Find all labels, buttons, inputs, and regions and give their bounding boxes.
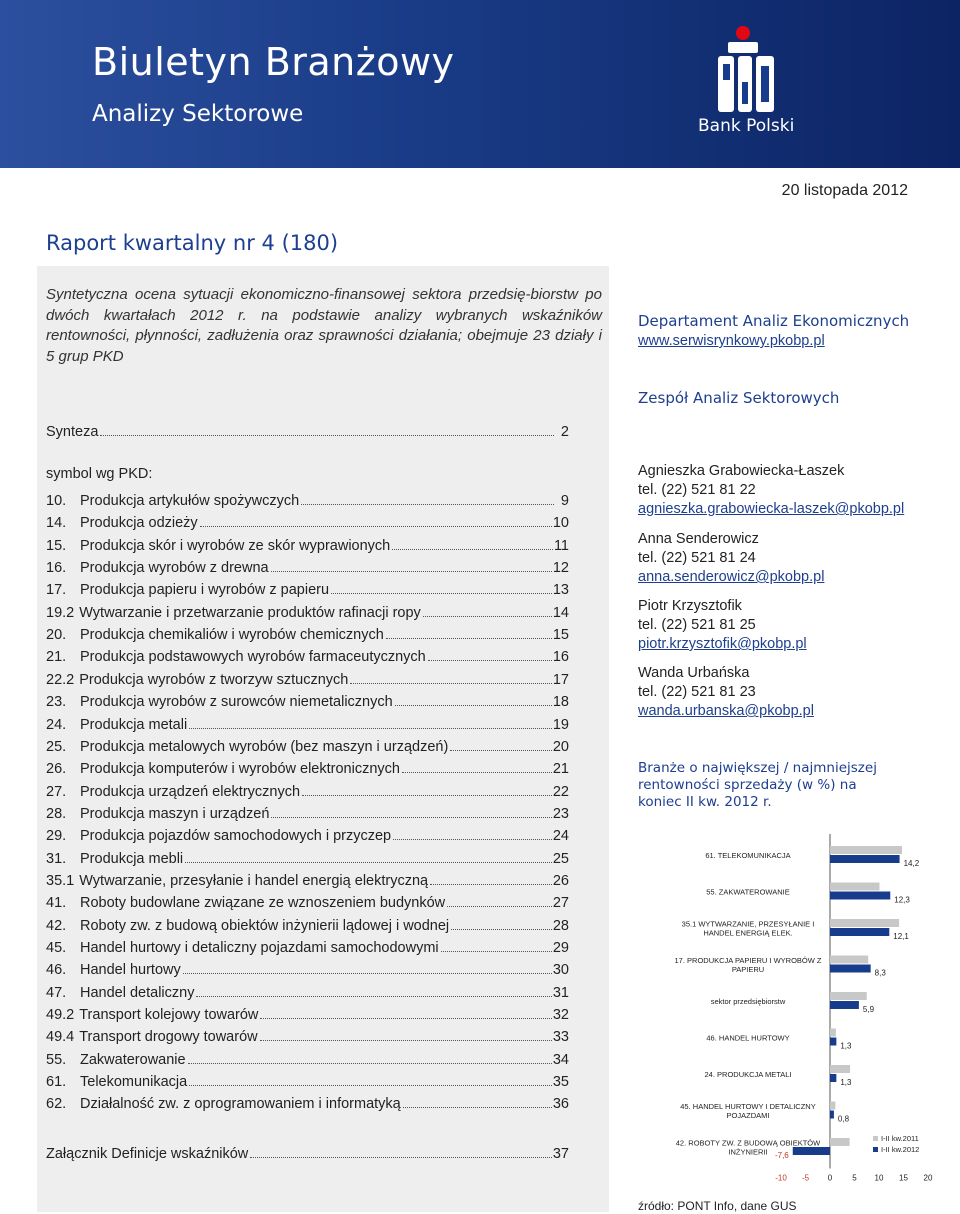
toc-leader — [423, 616, 552, 617]
toc-leader — [271, 817, 551, 818]
toc-number: 10. — [46, 493, 67, 509]
toc-page: 29 — [552, 940, 569, 956]
website-link[interactable]: www.serwisrynkowy.pkobp.pl — [638, 333, 825, 349]
toc-leader — [260, 1040, 552, 1041]
toc-item[interactable] — [46, 1047, 569, 1068]
toc-leader — [393, 839, 552, 840]
bar-2012 — [830, 965, 871, 973]
toc-number: 47. — [46, 984, 67, 1001]
legend-label: I-II kw.2011 — [881, 1134, 919, 1143]
toc-item[interactable] — [46, 1069, 569, 1090]
toc-number: 62. — [46, 1096, 67, 1113]
toc-leader — [450, 750, 552, 751]
toc-number: 24. — [46, 716, 67, 733]
toc-item[interactable] — [46, 823, 569, 844]
toc-label: Handel hurtowy i detaliczny pojazdami samochodowymi — [80, 940, 439, 956]
contact-phone: tel. (22) 521 81 23 — [638, 684, 756, 700]
toc-page: 33 — [552, 1029, 569, 1046]
toc-item[interactable] — [46, 712, 569, 733]
toc-synteza[interactable] — [46, 419, 569, 440]
toc-label: Działalność zw. z oprogramowaniem i informatyką — [80, 1096, 401, 1113]
contact-name: Piotr Krzysztofik — [638, 598, 742, 614]
toc-number: 41. — [46, 895, 67, 912]
toc-leader — [386, 638, 552, 639]
toc-label: Produkcja papieru i wyrobów z papieru — [80, 582, 330, 599]
toc-page: 14 — [552, 604, 569, 621]
contact-phone: tel. (22) 521 81 22 — [638, 482, 756, 498]
toc-number: 29. — [46, 828, 67, 845]
toc-item[interactable] — [46, 890, 569, 911]
intro-text: Syntetyczna ocena sytuacji ekonomiczno-finansowej sektora przedsię-biorstw po dwóch kwartałach 2012 r. na podstawie analizy wybranych wskaźników rentowności, płynności, zadłużenia oraz sprawności działania; obejmuje 23 działy i 5 grup PKD — [46, 286, 602, 365]
toc-label: Produkcja maszyn i urządzeń — [80, 805, 270, 822]
toc-number: 20. — [46, 627, 67, 644]
toc-item[interactable] — [46, 555, 569, 576]
bar-2011 — [830, 1065, 850, 1073]
toc-item[interactable] — [46, 734, 569, 755]
toc-number: 17. — [46, 582, 67, 599]
toc-page: 2 — [560, 424, 569, 440]
toc-number: 26. — [46, 761, 67, 778]
legend-swatch — [873, 1147, 878, 1152]
toc-page: 23 — [552, 805, 569, 822]
toc-page: 11 — [553, 537, 569, 554]
contact-card — [638, 462, 904, 519]
data-label: 0,8 — [837, 1114, 850, 1124]
profitability-chart — [638, 832, 960, 1192]
toc-page: 37 — [552, 1146, 569, 1162]
toc-page: 19 — [552, 716, 569, 733]
toc-label: Produkcja skór i wyrobów ze skór wyprawionych — [80, 537, 391, 554]
toc-label: Synteza — [46, 424, 99, 440]
toc-page: 31 — [552, 984, 569, 1001]
toc-label: Handel detaliczny — [80, 984, 195, 1001]
contact-phone: tel. (22) 521 81 25 — [638, 617, 756, 633]
data-label: -7,6 — [774, 1151, 789, 1160]
toc-leader — [271, 571, 552, 572]
toc-page: 32 — [552, 1007, 569, 1024]
toc-label: Produkcja metali — [80, 716, 188, 733]
data-label: 1,3 — [840, 1078, 852, 1087]
toc-leader — [200, 526, 552, 527]
toc-leader — [395, 705, 552, 706]
toc-page: 9 — [560, 493, 569, 509]
toc-leader — [183, 973, 552, 974]
bar-2012 — [830, 1111, 834, 1119]
toc-leader — [402, 772, 552, 773]
toc-page: 26 — [552, 872, 569, 889]
toc-item[interactable] — [46, 913, 569, 934]
toc-label: Produkcja artykułów spożywczych — [80, 493, 300, 509]
toc-page: 35 — [552, 1074, 569, 1091]
toc-leader — [301, 504, 554, 505]
toc-leader — [250, 1157, 552, 1158]
data-label: 12,3 — [894, 895, 910, 905]
legend-swatch — [873, 1136, 878, 1141]
category-label: 55. ZAKWATEROWANIE — [706, 887, 790, 897]
toc-page: 20 — [552, 738, 569, 755]
x-tick-label: -10 — [775, 1173, 787, 1183]
toc-number: 27. — [46, 783, 67, 800]
contact-card — [638, 530, 824, 587]
toc-label: Transport kolejowy towarów — [79, 1007, 259, 1024]
contact-name: Wanda Urbańska — [638, 665, 750, 681]
toc-page: 17 — [552, 671, 569, 688]
toc-leader — [188, 1063, 552, 1064]
bulletin-subtitle: Analizy Sektorowe — [92, 101, 304, 127]
toc-number: 16. — [46, 560, 67, 577]
toc-leader — [447, 906, 552, 907]
category-label: 61. TELEKOMUNIKACJA — [705, 851, 791, 860]
toc-number: 46. — [46, 962, 67, 979]
toc-leader — [451, 929, 552, 930]
toc-leader — [331, 593, 552, 594]
toc-leader — [403, 1107, 552, 1108]
toc-label: Produkcja wyrobów z drewna — [80, 560, 269, 577]
contact-phone: tel. (22) 521 81 24 — [638, 550, 756, 566]
chart-title: Branże o największej / najmniejszej rentowności sprzedaży (w %) na koniec II kw. 2012 r. — [638, 760, 877, 810]
toc-page: 28 — [552, 917, 569, 934]
toc-number: 55. — [46, 1051, 67, 1068]
toc-item[interactable] — [46, 600, 569, 621]
toc-page: 16 — [552, 649, 569, 666]
toc-page: 22 — [552, 783, 569, 800]
team-name: Zespół Analiz Sektorowych — [638, 389, 840, 407]
toc-number: 35.1 — [46, 872, 75, 889]
toc-leader — [428, 660, 552, 661]
toc-leader — [302, 795, 552, 796]
toc-label: Telekomunikacja — [80, 1074, 188, 1091]
contact-email-link[interactable]: agnieszka.grabowiecka-laszek@pkobp.pl — [638, 501, 905, 517]
toc-label: Produkcja wyrobów z tworzyw sztucznych — [79, 671, 349, 688]
bar-2011 — [830, 846, 902, 854]
toc-item[interactable] — [46, 1002, 569, 1023]
data-label: 12,1 — [893, 932, 909, 941]
toc-number: 19.2 — [46, 604, 75, 621]
toc-leader — [185, 862, 552, 863]
toc-number: 22.2 — [46, 671, 75, 688]
toc-item[interactable] — [46, 644, 569, 665]
toc-label: Produkcja mebli — [80, 850, 184, 867]
toc-item[interactable] — [46, 622, 569, 643]
report-date: 20 listopada 2012 — [781, 182, 908, 199]
toc-item[interactable] — [46, 510, 569, 531]
toc-label: Wytwarzanie, przesyłanie i handel energią elektryczną — [79, 872, 429, 889]
toc-item[interactable] — [46, 868, 569, 889]
toc-leader — [430, 884, 552, 885]
category-label: 45. HANDEL HURTOWY I DETALICZNY POJAZDAMI — [680, 1102, 816, 1120]
bar-2011 — [830, 1138, 850, 1146]
x-tick-label: 0 — [827, 1173, 833, 1183]
toc-label: Załącznik Definicje wskaźników — [46, 1146, 249, 1162]
data-label: 8,3 — [874, 968, 886, 978]
toc-number: 25. — [46, 738, 67, 755]
bulletin-title: Biuletyn Branżowy — [92, 40, 455, 84]
toc-item[interactable] — [46, 980, 569, 1001]
category-label: 46. HANDEL HURTOWY — [706, 1033, 790, 1043]
bar-2012 — [830, 1038, 836, 1046]
toc-leader — [189, 728, 552, 729]
toc-label: Produkcja metalowych wyrobów (bez maszyn i urządzeń) — [80, 738, 449, 755]
toc-number: 49.4 — [46, 1029, 75, 1046]
contact-email-link[interactable]: piotr.krzysztofik@pkobp.pl — [638, 636, 807, 652]
data-label: 5,9 — [862, 1005, 875, 1014]
toc-label: Produkcja urządzeń elektrycznych — [80, 783, 301, 800]
bar-2011 — [830, 883, 879, 891]
data-label: 14,2 — [903, 859, 920, 868]
bar-2012 — [793, 1147, 830, 1155]
bar-2012 — [830, 1001, 859, 1009]
x-tick-label: -5 — [801, 1173, 810, 1183]
toc-label: Produkcja komputerów i wyrobów elektronicznych — [80, 761, 400, 778]
toc-number: 28. — [46, 805, 67, 822]
toc-label: Produkcja pojazdów samochodowych i przyczep — [80, 828, 392, 845]
contact-name: Agnieszka Grabowiecka-Łaszek — [638, 463, 845, 479]
report-title: Raport kwartalny nr 4 (180) — [46, 231, 339, 255]
contact-email-link[interactable]: wanda.urbanska@pkobp.pl — [638, 703, 814, 719]
toc-label: Roboty budowlane związane ze wznoszeniem budynków — [80, 895, 446, 912]
toc-leader — [189, 1085, 552, 1086]
toc-number: 21. — [46, 649, 67, 666]
x-tick-label: 5 — [852, 1173, 857, 1183]
toc-item[interactable] — [46, 1091, 569, 1112]
toc-item[interactable] — [46, 935, 569, 956]
toc-page: 10 — [552, 515, 569, 532]
toc-label: Produkcja podstawowych wyrobów farmaceutycznych — [80, 649, 426, 666]
toc-leader — [100, 435, 554, 436]
category-label: 42. ROBOTY ZW. Z BUDOWĄ OBIEKTÓW INŻYNIERII — [675, 1138, 821, 1157]
department-name: Departament Analiz Ekonomicznych — [638, 312, 910, 330]
toc-label: Transport drogowy towarów — [79, 1029, 258, 1046]
category-label: sektor przedsiębiorstw — [710, 997, 786, 1006]
bar-2011 — [830, 919, 899, 927]
toc-label: Produkcja chemikaliów i wyrobów chemicznych — [80, 627, 384, 644]
contact-name: Anna Senderowicz — [638, 531, 759, 547]
data-label: 1,3 — [840, 1041, 852, 1051]
toc-page: 21 — [552, 761, 569, 778]
toc-page: 12 — [552, 560, 569, 577]
source-note: źródło: PONT Info, dane GUS — [638, 1199, 797, 1213]
toc-item[interactable] — [46, 577, 569, 598]
x-tick-label: 10 — [874, 1173, 884, 1183]
toc-page: 27 — [552, 895, 569, 912]
toc-label: Produkcja odzieży — [80, 515, 198, 532]
toc-label: Zakwaterowanie — [80, 1051, 186, 1068]
pkd-label: symbol wg PKD: — [46, 466, 153, 482]
toc-item[interactable] — [46, 957, 569, 978]
toc-number: 61. — [46, 1074, 67, 1091]
toc-page: 24 — [552, 828, 569, 845]
bar-2012 — [830, 928, 889, 936]
toc-number: 49.2 — [46, 1007, 75, 1024]
x-tick-label: 20 — [923, 1173, 933, 1183]
toc-number: 42. — [46, 917, 67, 934]
toc-page: 18 — [552, 694, 569, 711]
toc-appendix[interactable] — [46, 1141, 569, 1162]
toc-number: 14. — [46, 515, 67, 532]
toc-number: 23. — [46, 694, 67, 711]
toc-leader — [350, 683, 551, 684]
category-label: 35.1 WYTWARZANIE, PRZESYŁANIE I HANDEL ENERGIĄ ELEK. — [681, 919, 815, 938]
toc-label: Produkcja wyrobów z surowców niemetalicznych — [80, 694, 393, 711]
bar-2011 — [830, 1029, 836, 1037]
toc-item[interactable] — [46, 756, 569, 777]
toc-item[interactable] — [46, 846, 569, 867]
toc-item[interactable] — [46, 667, 569, 688]
toc-item[interactable] — [46, 801, 569, 822]
toc-page: 30 — [552, 962, 569, 979]
toc-leader — [441, 951, 552, 952]
toc-page: 36 — [552, 1096, 569, 1113]
toc-page: 13 — [552, 582, 569, 599]
toc-leader — [196, 996, 551, 997]
toc-number: 31. — [46, 850, 67, 867]
toc-leader — [260, 1018, 551, 1019]
bar-2011 — [830, 1102, 835, 1110]
category-label: 24. PRODUKCJA METALI — [704, 1070, 792, 1079]
toc-item[interactable] — [46, 779, 569, 800]
contact-card — [638, 664, 814, 721]
toc-label: Roboty zw. z budową obiektów inżynierii lądowej i wodnej — [80, 917, 450, 934]
toc-number: 45. — [46, 940, 67, 956]
toc-page: 15 — [552, 627, 569, 644]
category-label: 17. PRODUKCJA PAPIERU I WYROBÓW Z PAPIERU — [674, 956, 822, 974]
bar-2012 — [830, 1074, 836, 1082]
x-tick-label: 15 — [899, 1173, 908, 1183]
toc-number: 15. — [46, 537, 67, 554]
legend-label: I-II kw.2012 — [881, 1145, 920, 1154]
bar-2012 — [830, 855, 900, 863]
contact-email-link[interactable]: anna.senderowicz@pkobp.pl — [638, 569, 825, 585]
contact-card — [638, 597, 807, 654]
toc-page: 34 — [552, 1051, 569, 1068]
toc-leader — [392, 549, 553, 550]
bar-2011 — [830, 956, 868, 964]
toc-item[interactable] — [46, 1024, 569, 1045]
toc-item[interactable] — [46, 689, 569, 710]
toc-page: 25 — [552, 850, 569, 867]
toc-item[interactable] — [46, 533, 569, 554]
toc-label: Wytwarzanie i przetwarzanie produktów rafinacji ropy — [79, 604, 421, 621]
toc-label: Handel hurtowy — [80, 962, 181, 979]
bar-2012 — [830, 892, 890, 900]
bank-name: Bank Polski — [698, 116, 795, 136]
bar-2011 — [830, 992, 867, 1000]
toc-item[interactable] — [46, 488, 569, 509]
pko-logo-icon — [702, 22, 792, 116]
header-banner — [0, 0, 960, 168]
